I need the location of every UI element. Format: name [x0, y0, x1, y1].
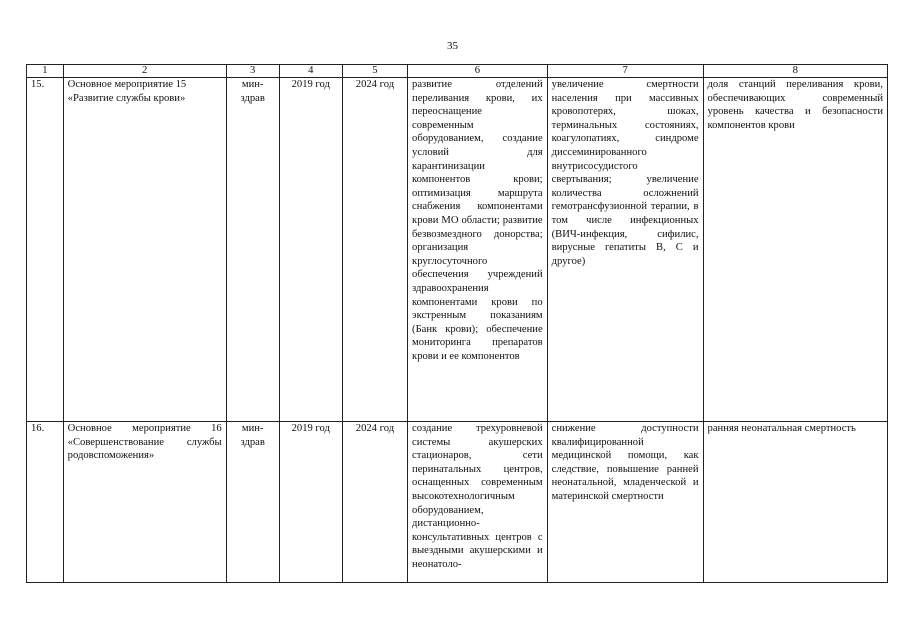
- start-year: 2019 год: [279, 78, 342, 422]
- column-header: 2: [63, 65, 226, 78]
- column-header: 3: [226, 65, 279, 78]
- header-row: [27, 65, 888, 78]
- column-header: 8: [703, 65, 887, 78]
- column-header: 1: [27, 65, 64, 78]
- activity-content: развитие отделений переливания крови, их переоснащение современным оборудованием, создание условий для карантинизации компонентов крови; оптимизация маршрута снабжения компонентами крови МО области; развитие безвозмездного донорства; организация круглосуточного обеспечения учреждений здравоохранения компонентами крови по экстренным показаниям (Банк крови); обеспечение мониторинга препаратов крови и ее компонентов: [408, 78, 548, 422]
- table-row: [27, 422, 888, 583]
- column-header: 5: [342, 65, 407, 78]
- end-year: 2024 год: [342, 422, 407, 583]
- row-number: 16.: [27, 422, 64, 583]
- executor: мин-здрав: [226, 78, 279, 422]
- start-year: 2019 год: [279, 422, 342, 583]
- column-header: 4: [279, 65, 342, 78]
- target-indicator: ранняя неонатальная смертность: [703, 422, 887, 583]
- end-year: 2024 год: [342, 78, 407, 422]
- non-implementation-consequences: увеличение смертности населения при массивных кровопотерях, шоках, терминальных состояниях, коагулопатиях, синдроме диссеминированного внутрисосудистого свертывания; увеличение количества осложнений гемотрансфузионной терапии, в том числе инфекционных (ВИЧ-инфекция, сифилис, вирусные гепатиты В, С и другое): [547, 78, 703, 422]
- column-header: 6: [408, 65, 548, 78]
- column-header: 7: [547, 65, 703, 78]
- executor: мин-здрав: [226, 422, 279, 583]
- page-number: 35: [447, 40, 458, 52]
- row-number: 15.: [27, 78, 64, 422]
- non-implementation-consequences: снижение доступности квалифицированной медицинской помощи, как следствие, повышение ранней неонатальной, младенческой и материнской смертности: [547, 422, 703, 583]
- program-table: [26, 64, 888, 583]
- activity-name: Основное мероприятие 16 «Совершенствование службы родовспоможения»: [63, 422, 226, 583]
- activity-content: создание трехуровневой системы акушерских стационаров, сети перинатальных центров, оснащенных современным высокотехнологичным оборудованием, дистанционно-консультативных центров с выездными акушерскими и неонатоло-: [408, 422, 548, 583]
- activity-name: Основное мероприятие 15 «Развитие службы крови»: [63, 78, 226, 422]
- target-indicator: доля станций переливания крови, обеспечивающих современный уровень качества и безопасности компонентов крови: [703, 78, 887, 422]
- table-row: [27, 78, 888, 422]
